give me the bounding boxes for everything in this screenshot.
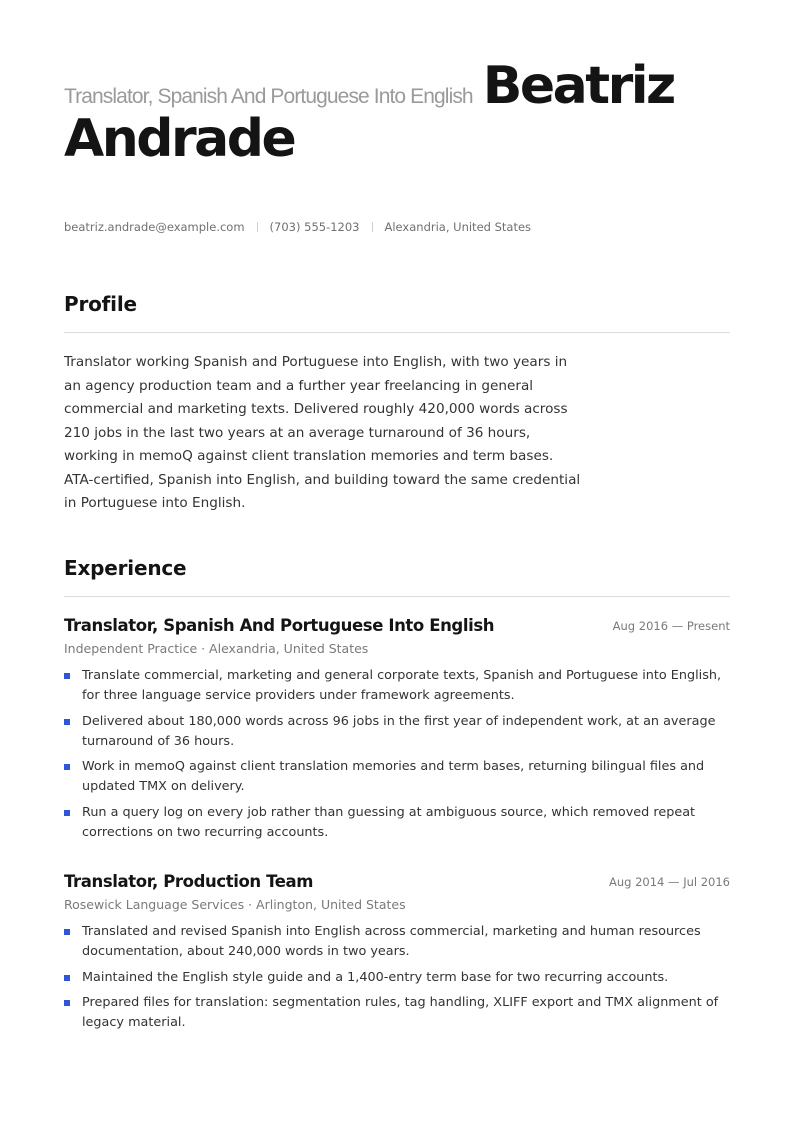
job-header — [64, 871, 730, 893]
experience-heading: Experience — [64, 556, 187, 580]
bullet-text: Work in memoQ against client translation memories and term bases, returning bilingual files and updated TMX on delivery. — [82, 759, 705, 794]
phone-number: (703) 555-1203 — [269, 220, 360, 234]
bullet-text: Run a query log on every job rather than guessing at ambiguous source, which removed repeat corrections on two recurring accounts. — [82, 804, 696, 840]
email-link[interactable]: beatriz.andrade@example.com — [64, 220, 245, 234]
job-dates: Aug 2016 — Present — [612, 619, 730, 633]
bullet-text: Delivered about 180,000 words across 96 jobs in the first year of independent work, at an average turnaround of 36 hours. — [82, 713, 716, 749]
job-title: Translator, Spanish And Portuguese Into English — [64, 85, 473, 108]
bullet-square-icon — [64, 719, 70, 725]
bullet-item — [64, 666, 730, 706]
bullet-square-icon — [64, 810, 70, 816]
section-divider — [64, 332, 730, 333]
last-name: Andrade — [64, 109, 295, 169]
contact-divider — [257, 222, 258, 232]
job-entry — [64, 871, 730, 1039]
contact-line — [64, 220, 531, 234]
job-role: Translator, Production Team — [64, 872, 314, 891]
title-line — [64, 56, 744, 116]
first-name: Beatriz — [482, 56, 674, 116]
profile-section-header — [64, 292, 730, 333]
bullet-item — [64, 968, 730, 988]
job-bullets — [64, 666, 730, 843]
bullet-item — [64, 757, 730, 797]
bullet-text: Prepared files for translation: segmentation rules, tag handling, XLIFF export and TMX alignment of legacy material. — [82, 995, 719, 1030]
job-organization: Rosewick Language Services · Arlington, United States — [64, 897, 406, 912]
bullet-square-icon — [64, 975, 70, 981]
job-role: Translator, Spanish And Portuguese Into English — [64, 616, 495, 635]
bullet-item — [64, 993, 730, 1033]
job-entry — [64, 615, 730, 848]
bullet-text: Translate commercial, marketing and general corporate texts, Spanish and Portuguese into English, for three language service providers under framework agreements. — [82, 668, 722, 703]
profile-heading: Profile — [64, 292, 137, 316]
bullet-text: Translated and revised Spanish into English across commercial, marketing and human resources documentation, about 240,000 words in two years. — [82, 924, 701, 959]
job-header — [64, 615, 730, 637]
bullet-square-icon — [64, 764, 70, 770]
bullet-square-icon — [64, 929, 70, 935]
experience-section-header — [64, 556, 730, 597]
location: Alexandria, United States — [384, 220, 532, 234]
bullet-square-icon — [64, 1000, 70, 1006]
job-organization: Independent Practice · Alexandria, United States — [64, 641, 369, 656]
bullet-item — [64, 803, 730, 843]
section-divider — [64, 596, 730, 597]
resume-header — [64, 56, 744, 169]
bullet-text: Maintained the English style guide and a 1,400-entry term base for two recurring accounts. — [82, 969, 669, 985]
bullet-square-icon — [64, 673, 70, 679]
profile-summary: Translator working Spanish and Portuguese into English, with two years in an agency production team and a further year freelancing in general commercial and marketing texts. Delivered roughly 420,000 words across 210 jobs in the last two years at an average turnaround of 36 hours, working in memoQ against client translation memories and term bases. ATA-certified, Spanish into English, and building toward the same credential in Portuguese into English. — [64, 354, 581, 511]
job-bullets — [64, 922, 730, 1033]
bullet-item — [64, 922, 730, 962]
contact-divider — [372, 222, 373, 232]
bullet-item — [64, 712, 730, 752]
job-dates: Aug 2014 — Jul 2016 — [609, 875, 730, 889]
